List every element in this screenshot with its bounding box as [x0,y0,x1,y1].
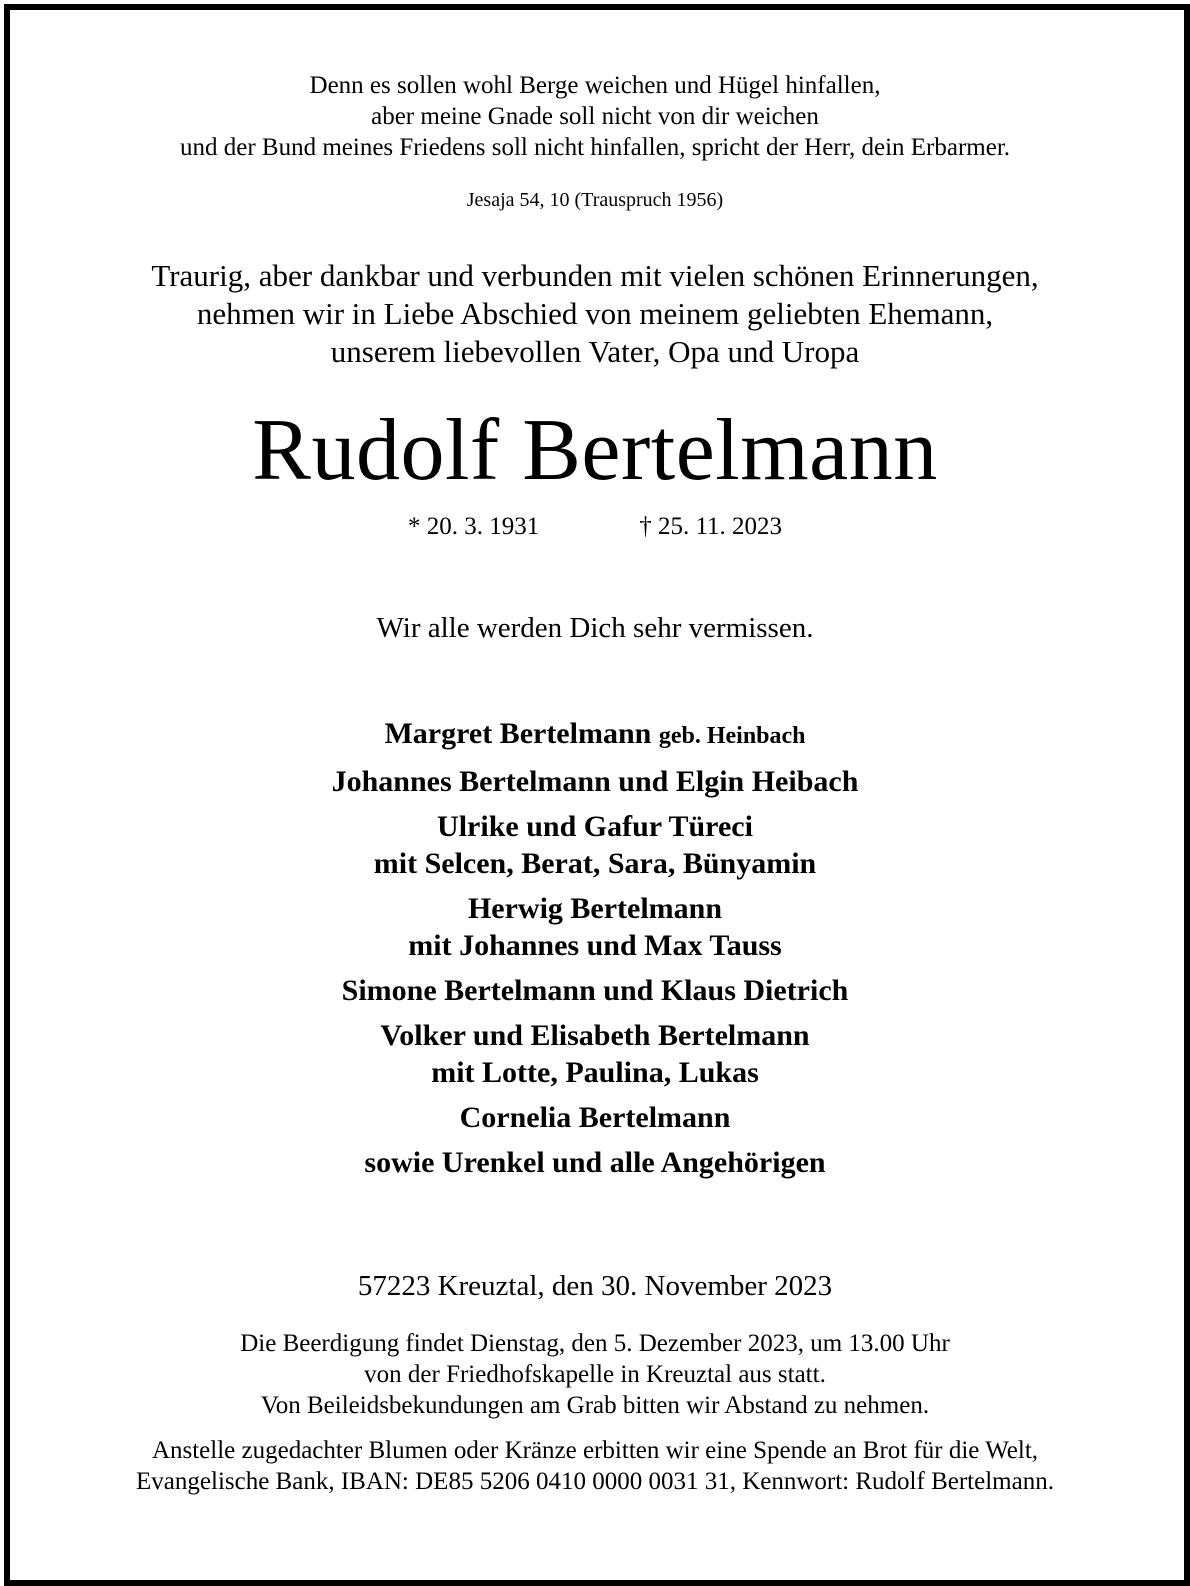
family-entry: Ulrike und Gafur Türeci [437,810,753,843]
family-list [0,715,1190,1181]
intro-text [0,257,1190,371]
family-entry: Johannes Bertelmann und Elgin Heibach [331,765,859,798]
intro-line: nehmen wir in Liebe Abschied von meinem geliebten Ehemann, [196,296,994,331]
donation-line: Anstelle zugedachter Blumen oder Kränze erbitten wir eine Spende an Brot für die Welt, [151,1437,1039,1464]
donation-info [0,1435,1190,1497]
verse-line: und der Bund meines Friedens soll nicht hinfallen, spricht der Herr, dein Erbarmer. [179,134,1011,161]
place-date: 57223 Kreuztal, den 30. November 2023 [357,1270,833,1302]
family-entry: Cornelia Bertelmann [459,1101,731,1134]
family-entry: Herwig Bertelmann [467,892,723,925]
funeral-info [0,1328,1190,1421]
verse-line: Denn es sollen wohl Berge weichen und Hügel hinfallen, [309,72,881,99]
birth-date: * 20. 3. 1931 [407,513,540,540]
intro-line: unserem liebevollen Vater, Opa und Uropa [330,334,860,369]
family-entry: mit Selcen, Berat, Sara, Bünyamin [373,847,817,880]
farewell-text: Wir alle werden Dich sehr vermissen. [376,612,814,644]
family-entry: Volker und Elisabeth Bertelmann [380,1019,810,1052]
family-entry: Simone Bertelmann und Klaus Dietrich [341,974,849,1007]
family-entry: mit Lotte, Paulina, Lukas [431,1056,759,1089]
verse-reference: Jesaja 54, 10 (Trauspruch 1956) [466,189,724,211]
death-date: † 25. 11. 2023 [639,513,783,540]
bible-verse [0,70,1190,163]
life-dates [0,513,1190,541]
donation-line: Evangelische Bank, IBAN: DE85 5206 0410 0000 0031 31, Kennwort: Rudolf Bertelmann. [136,1468,1054,1495]
family-entry [0,715,1190,755]
funeral-line: Die Beerdigung findet Dienstag, den 5. Dezember 2023, um 13.00 Uhr [240,1330,950,1357]
family-name: Margret Bertelmann [384,717,652,750]
verse-line: aber meine Gnade soll nicht von dir weichen [371,103,819,130]
maiden-name: geb. Heinbach [658,723,806,749]
intro-line: Traurig, aber dankbar und verbunden mit vielen schönen Erinnerungen, [151,258,1039,293]
funeral-line: Von Beileidsbekundungen am Grab bitten wir Abstand zu nehmen. [260,1392,930,1419]
deceased-name: Rudolf Bertelmann [252,402,938,499]
family-entry: sowie Urenkel und alle Angehörigen [364,1146,826,1179]
funeral-line: von der Friedhofskapelle in Kreuztal aus statt. [364,1361,826,1388]
family-entry: mit Johannes und Max Tauss [408,929,782,962]
